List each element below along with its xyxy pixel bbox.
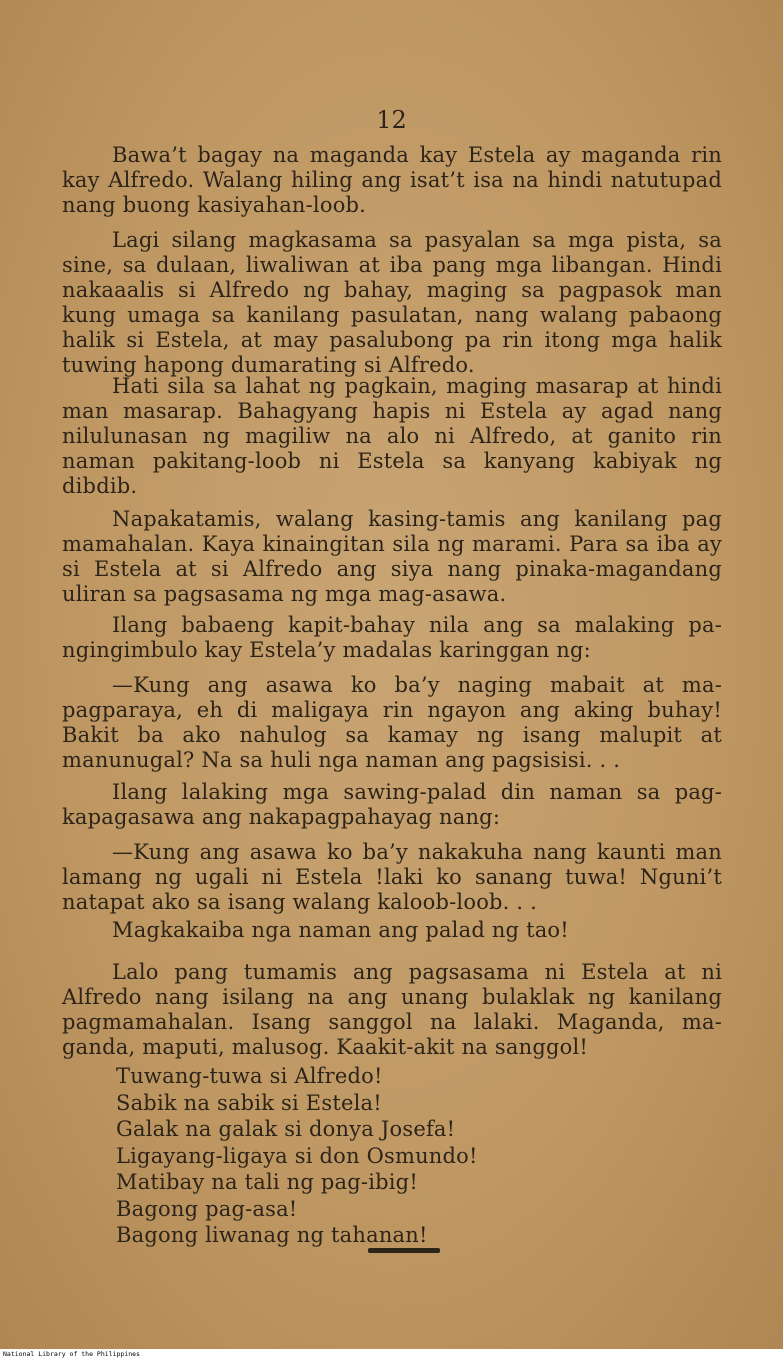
poem-line: Tuwang-tuwa si Alfredo! [116,1064,383,1088]
paragraph-9: Magkakaiba nga naman ang palad ng tao! [112,918,569,942]
paragraph-3: Hati sila sa lahat ng pagkain, maging masarap at hindi man masarap. Bahagyang hapis ni Estela ay agad nang nilulunasan ng magiliw na alo ni Alfredo, at ganito rin naman pakitang-loob ni Estela sa kanyang kabiyak ng dibdib. [62,374,722,498]
poem-line: Bagong pag-asa! [116,1196,298,1221]
poem-line: Bagong liwanag ng tahanan! [116,1223,428,1247]
paragraph-8: —Kung ang asawa ko ba’y nakakuha nang kaunti man lamang ng ugali ni Estela !laki ko sanang tuwa! Nguni’t natapat ako sa isang walang kaloob-loob. . . [62,840,722,914]
end-divider-rule [368,1248,440,1253]
paragraph-2: Lagi silang magkasama sa pasyalan sa mga pista, sa sine, sa dulaan, liwaliwan at iba pang mga libangan. Hindi nakaaalis si Alfredo ng bahay, maging sa pagpasok man kung umaga sa kanilang pasulatan, nang walang pabaong halik si Estela, at may pasalubong pa rin itong mga halik tuwing hapong dumarating si Alfredo. [62,228,722,377]
page-number: 12 [376,106,407,134]
library-credit: National Library of the Philippines [3,1350,140,1358]
paragraph-1: Bawa’t bagay na maganda kay Estela ay maganda rin kay Alfredo. Walang hiling ang isat’t isa na hindi natutupad nang buong kasiyahan-loob. [62,143,722,217]
poem-line: Ligayang-ligaya si don Osmundo! [116,1143,478,1168]
poem-verses [116,1063,478,1249]
poem-line: Sabik na sabik si Estela! [116,1090,382,1115]
paragraph-10: Lalo pang tumamis ang pagsasama ni Estela at ni Alfredo nang isilang na ang unang bulaklak ng kanilang pagmamahalan. Isang sanggol na lalaki. Maganda, ma-ganda, maputi, malusog. Kaakit-akit na sanggol! [62,960,722,1059]
paragraph-6: —Kung ang asawa ko ba’y naging mabait at ma-pagparaya, eh di maligaya rin ngayon ang aking buhay! Bakit ba ako nahulog sa kamay ng isang malupit at manunugal? Na sa huli nga naman ang pagsisisi. . . [62,673,722,772]
poem-line: Matibay na tali ng pag-ibig! [116,1170,418,1194]
paragraph-7: Ilang lalaking mga sawing-palad din naman sa pag-kapagasawa ang nakapagpahayag nang: [62,780,722,829]
paragraph-5: Ilang babaeng kapit-bahay nila ang sa malaking pa-ngingimbulo kay Estela’y madalas karinggan ng: [62,613,722,662]
poem-line: Galak na galak si donya Josefa! [116,1117,456,1141]
paragraph-4: Napakatamis, walang kasing-tamis ang kanilang pag mamahalan. Kaya kinaingitan sila ng marami. Para sa iba ay si Estela at si Alfredo ang siya nang pinaka-magandang uliran sa pagsasama ng mga mag-asawa. [62,507,722,606]
